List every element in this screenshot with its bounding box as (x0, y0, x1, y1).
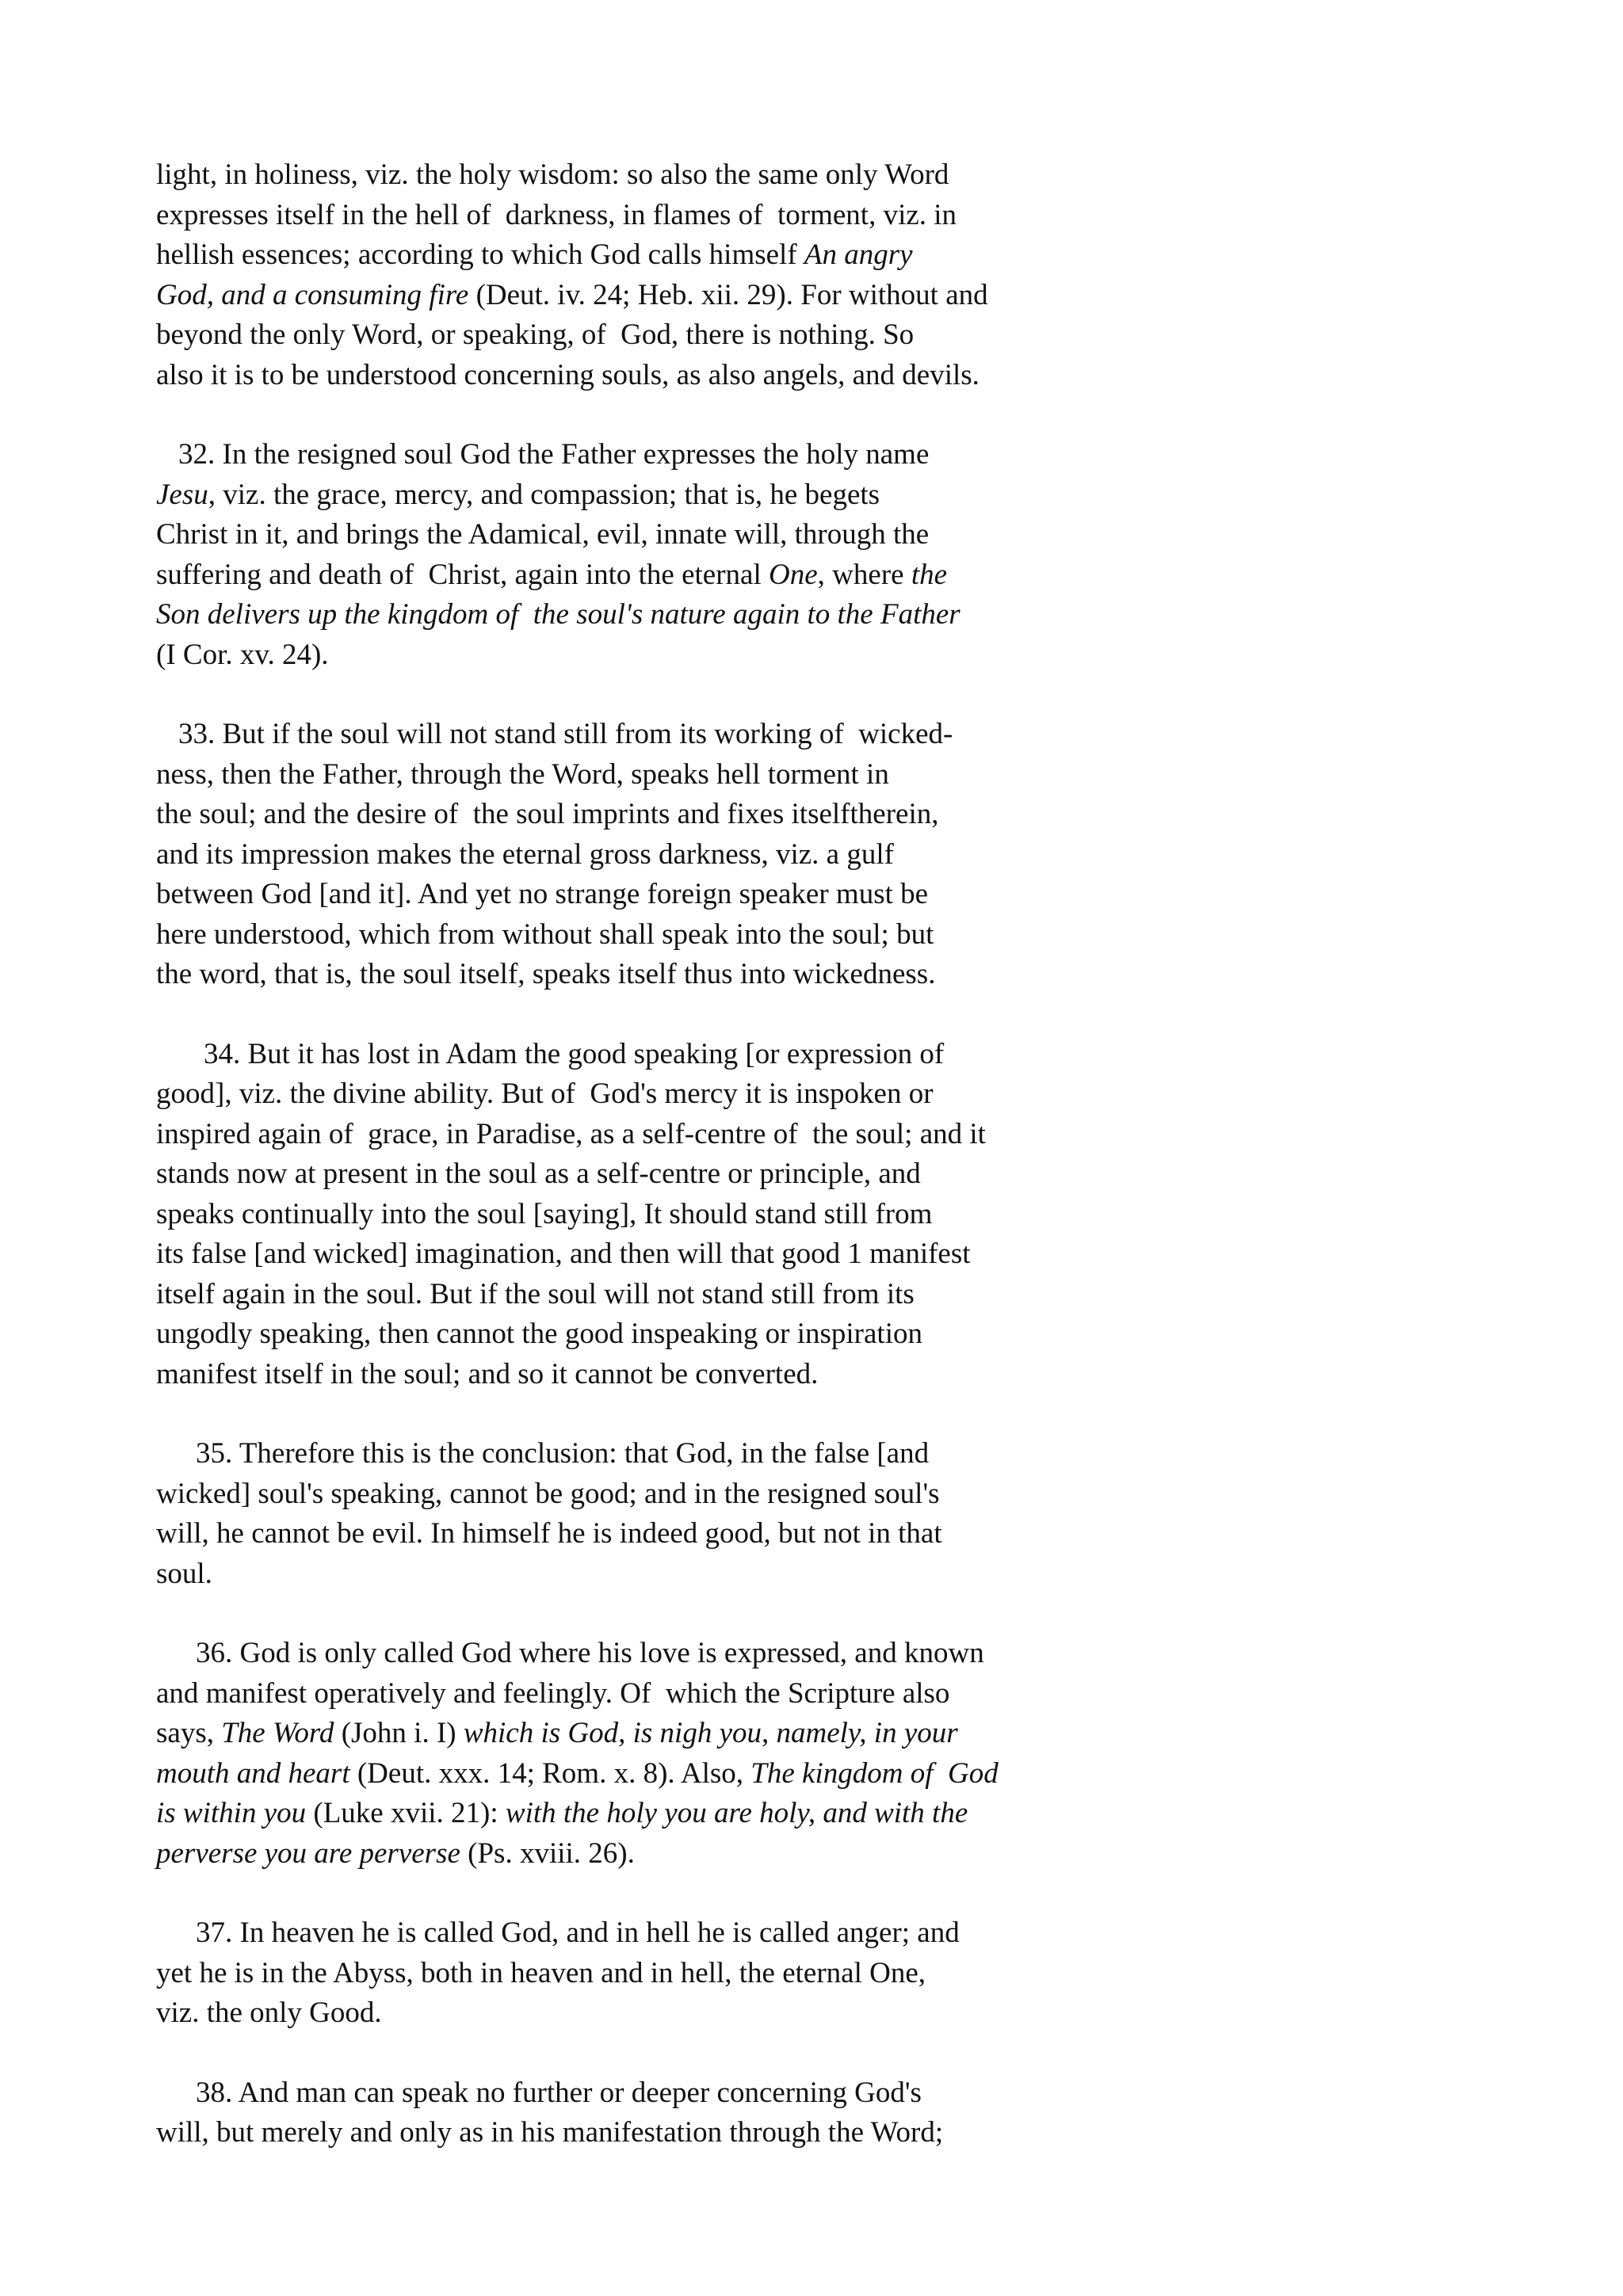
text-line (156, 1554, 1139, 1595)
text-line (156, 196, 1139, 236)
text-run: ness, then the Father, through the Word, speaks hell torment in (156, 757, 889, 791)
text-line (156, 1794, 1139, 1834)
text-run: will, but merely and only as in his manifestation through the Word; (156, 2116, 944, 2149)
paragraph (156, 2073, 1139, 2153)
text-run: inspired again of grace, in Paradise, as a self-centre of the soul; and it (156, 1117, 986, 1150)
italic-text: The Word (221, 1717, 334, 1749)
italic-text: the (911, 558, 948, 591)
text-line (156, 1474, 1139, 1515)
text-line (156, 1993, 1139, 2034)
text-run: and its impression makes the eternal gross darkness, viz. a gulf (156, 837, 894, 871)
text-line (156, 595, 1139, 635)
paragraph (156, 435, 1139, 675)
text-run: light, in holiness, viz. the holy wisdom: so also the same only Word (156, 158, 949, 191)
text-run: also it is to be understood concerning souls, as also angels, and devils. (156, 358, 980, 391)
text-run: stands now at present in the soul as a self-centre or principle, and (156, 1158, 921, 1190)
text-line (156, 915, 1139, 955)
text-line (156, 555, 1139, 596)
text-run: its false [and wicked] imagination, and then will that good 1 manifest (156, 1238, 971, 1270)
paragraph (156, 1634, 1139, 1874)
text-run: 33. But if the soul will not stand still from its working of wicked- (178, 718, 953, 750)
text-run: between God [and it]. And yet no strange foreign speaker must be (156, 878, 929, 910)
italic-text: with the holy you are holy, and with the (505, 1797, 968, 1829)
italic-text: God, and a consuming fire (156, 278, 469, 311)
text-line (156, 155, 1139, 196)
text-line (156, 276, 1139, 316)
text-line (156, 515, 1139, 555)
text-run: speaks continually into the soul [saying], It should stand still from (156, 1197, 933, 1230)
text-run: 38. And man can speak no further or deeper concerning God's (196, 2076, 922, 2109)
text-run: ungodly speaking, then cannot the good inspeaking or inspiration (156, 1318, 922, 1350)
text-run: (Deut. iv. 24; Heb. xii. 29). For without and (468, 278, 988, 311)
text-line (156, 1195, 1139, 1235)
text-line (156, 435, 1139, 475)
text-line (156, 875, 1139, 915)
text-line (156, 835, 1139, 875)
italic-text: Son delivers up the kingdom of the soul's nature again to the Father (156, 598, 960, 631)
text-run: yet he is in the Abyss, both in heaven and in hell, the eternal One, (156, 1956, 926, 1989)
text-run: 35. Therefore this is the conclusion: that God, in the false [and (196, 1437, 930, 1470)
text-line (156, 1035, 1139, 1075)
text-run: viz. the only Good. (156, 1997, 382, 2029)
text-line (156, 315, 1139, 356)
text-line (156, 1115, 1139, 1155)
text-run: here understood, which from without shall speak into the soul; but (156, 917, 934, 951)
text-run: says, (156, 1717, 222, 1749)
text-line (156, 1154, 1139, 1195)
text-line (156, 1674, 1139, 1714)
text-line (156, 1754, 1139, 1794)
text-line (156, 955, 1139, 995)
text-line (156, 1355, 1139, 1395)
text-run: soul. (156, 1557, 212, 1590)
text-run: suffering and death of Christ, again into the eternal (156, 558, 769, 591)
text-run: good], viz. the divine ability. But of God's mercy it is inspoken or (156, 1077, 934, 1110)
text-line (156, 1634, 1139, 1674)
paragraph (156, 715, 1139, 995)
text-line (156, 1234, 1139, 1275)
text-line (156, 755, 1139, 795)
text-run: Christ in it, and brings the Adamical, evil, innate will, through the (156, 518, 930, 551)
text-line (156, 795, 1139, 835)
text-run: hellish essences; according to which God calls himself (156, 238, 804, 271)
text-run: 34. But it has lost in Adam the good speaking [or expression of (204, 1037, 945, 1070)
text-run: (Ps. xviii. 26). (460, 1836, 635, 1870)
text-run: wicked] soul's speaking, cannot be good; and in the resigned soul's (156, 1477, 940, 1510)
text-run: will, he cannot be evil. In himself he is indeed good, but not in that (156, 1517, 942, 1550)
text-line (156, 1834, 1139, 1875)
text-run: expresses itself in the hell of darkness, in flames of torment, viz. in (156, 198, 957, 231)
text-line (156, 1954, 1139, 1994)
text-line (156, 475, 1139, 516)
text-run: and manifest operatively and feelingly. Of which the Scripture also (156, 1676, 950, 1710)
text-run: 37. In heaven he is called God, and in hell he is called anger; and (196, 1917, 960, 1949)
paragraph (156, 155, 1139, 395)
italic-text: is within you (156, 1797, 307, 1829)
text-run: the word, that is, the soul itself, speaks itself thus into wickedness. (156, 958, 936, 990)
text-line (156, 715, 1139, 755)
text-line (156, 356, 1139, 396)
text-line (156, 2113, 1139, 2153)
text-run: the soul; and the desire of the soul imprints and fixes itselftherein, (156, 798, 939, 830)
text-run: beyond the only Word, or speaking, of God, there is nothing. So (156, 318, 915, 351)
text-line (156, 1314, 1139, 1355)
text-line (156, 1434, 1139, 1474)
text-run: , viz. the grace, mercy, and compassion; that is, he begets (208, 478, 880, 511)
text-line (156, 635, 1139, 676)
text-run: (Luke xvii. 21): (306, 1797, 506, 1829)
text-line (156, 235, 1139, 276)
italic-text: perverse you are perverse (156, 1836, 460, 1870)
italic-text: One (769, 558, 818, 591)
paragraph (156, 1035, 1139, 1395)
text-line (156, 1913, 1139, 1954)
text-line (156, 1074, 1139, 1115)
text-line (156, 1714, 1139, 1754)
text-run: (John i. I) (334, 1717, 464, 1749)
page-text (156, 155, 1139, 2193)
text-run: , where (817, 558, 911, 591)
paragraph (156, 1434, 1139, 1594)
italic-text: The kingdom of God (750, 1756, 999, 1790)
text-run: manifest itself in the soul; and so it cannot be converted. (156, 1357, 819, 1390)
italic-text: mouth and heart (156, 1756, 350, 1790)
text-line (156, 1514, 1139, 1554)
italic-text: Jesu (156, 478, 208, 511)
text-line (156, 2073, 1139, 2114)
italic-text: An angry (804, 238, 913, 271)
text-line (156, 1275, 1139, 1315)
paragraph (156, 1913, 1139, 2034)
text-run: (Deut. xxx. 14; Rom. x. 8). Also, (349, 1756, 751, 1790)
text-run: itself again in the soul. But if the soul will not stand still from its (156, 1277, 915, 1310)
italic-text: which is God, is nigh you, namely, in your (463, 1717, 958, 1749)
text-run: 32. In the resigned soul God the Father expresses the holy name (178, 438, 930, 471)
text-run: (I Cor. xv. 24). (156, 638, 329, 671)
text-run: 36. God is only called God where his love is expressed, and known (196, 1637, 984, 1669)
